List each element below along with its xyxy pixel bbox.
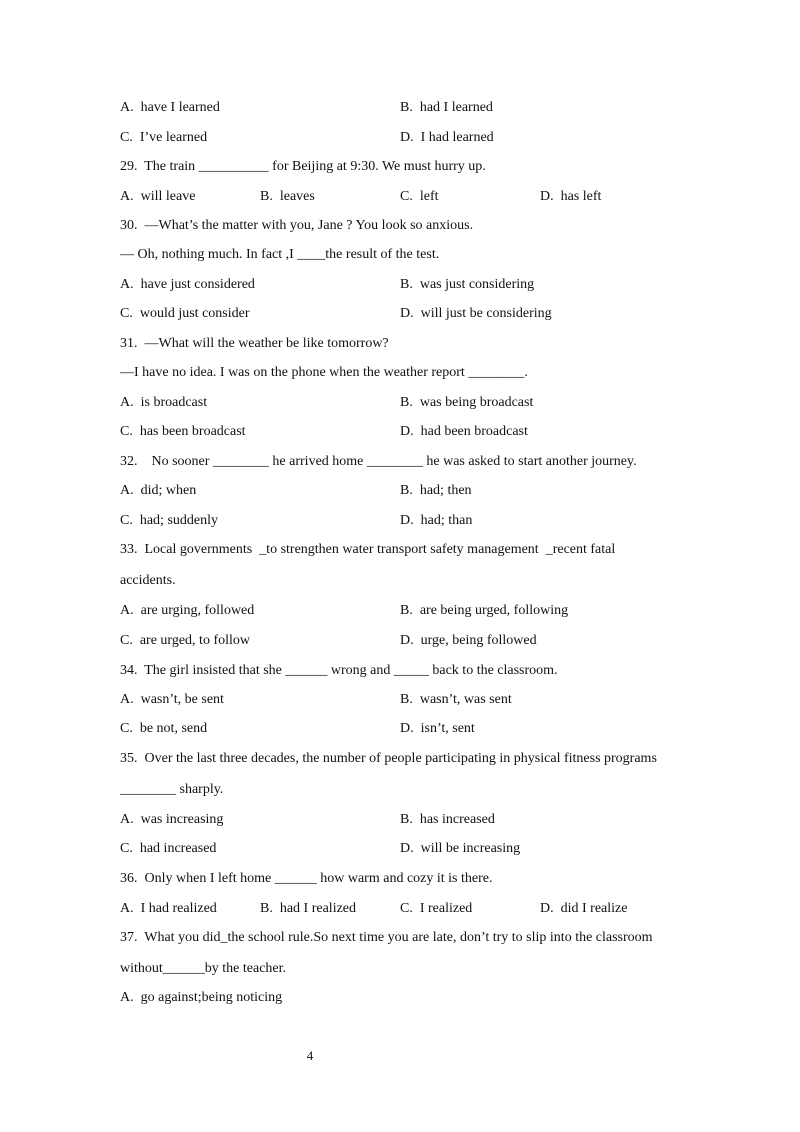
q32-stem: 32. No sooner ________ he arrived home ________ he was asked to start another journey. — [120, 454, 637, 469]
q30-stem-continued: — Oh, nothing much. In fact ,I ____the result of the test. — [120, 247, 440, 262]
q28-option-a: A. have I learned — [120, 100, 220, 115]
q30-option-d: D. will just be considering — [400, 306, 552, 321]
q30-stem: 30. —What’s the matter with you, Jane ? You look so anxious. — [120, 218, 474, 233]
q31-option-d: D. had been broadcast — [400, 424, 528, 439]
q34-option-a: A. wasn’t, be sent — [120, 692, 224, 707]
page-number: 4 — [306, 1048, 314, 1063]
q37-option-a: A. go against;being noticing — [120, 990, 283, 1005]
q33-option-b: B. are being urged, following — [400, 603, 569, 618]
q31-stem: 31. —What will the weather be like tomorrow? — [120, 336, 389, 351]
q37-stem-continued: without______by the teacher. — [120, 961, 287, 976]
q33-option-d: D. urge, being followed — [400, 633, 537, 648]
q32-option-a: A. did; when — [120, 483, 197, 498]
q34-option-c: C. be not, send — [120, 721, 208, 736]
q35-stem-continued: ________ sharply. — [120, 782, 224, 797]
q33-option-a: A. are urging, followed — [120, 603, 255, 618]
q32-option-c: C. had; suddenly — [120, 513, 218, 528]
q33-stem-continued: accidents. — [120, 573, 176, 588]
q30-option-c: C. would just consider — [120, 306, 250, 321]
q28-option-b: B. had I learned — [400, 100, 493, 115]
q30-option-a: A. have just considered — [120, 277, 255, 292]
q33-option-c: C. are urged, to follow — [120, 633, 250, 648]
q28-option-d: D. I had learned — [400, 130, 494, 145]
q35-option-d: D. will be increasing — [400, 841, 521, 856]
q29-option-c: C. left — [400, 189, 439, 204]
q36-option-c: C. I realized — [400, 901, 473, 916]
q36-stem: 36. Only when I left home ______ how warm and cozy it is there. — [120, 871, 493, 886]
q32-option-d: D. had; than — [400, 513, 473, 528]
q31-option-b: B. was being broadcast — [400, 395, 534, 410]
q33-stem: 33. Local governments _to strengthen water transport safety management _recent fatal — [120, 542, 616, 557]
q35-option-b: B. has increased — [400, 812, 495, 827]
q28-option-c: C. I’ve learned — [120, 130, 208, 145]
q30-option-b: B. was just considering — [400, 277, 535, 292]
q36-option-b: B. had I realized — [260, 901, 357, 916]
q29-option-a: A. will leave — [120, 189, 196, 204]
q36-option-d: D. did I realize — [540, 901, 628, 916]
q29-option-d: D. has left — [540, 189, 602, 204]
q35-stem: 35. Over the last three decades, the number of people participating in physical fitness programs — [120, 751, 657, 766]
q34-option-d: D. isn’t, sent — [400, 721, 475, 736]
q35-option-a: A. was increasing — [120, 812, 224, 827]
q36-option-a: A. I had realized — [120, 901, 217, 916]
q31-stem-continued: —I have no idea. I was on the phone when the weather report ________. — [120, 365, 528, 380]
q29-stem: 29. The train __________ for Beijing at 9:30. We must hurry up. — [120, 159, 486, 174]
q31-option-c: C. has been broadcast — [120, 424, 246, 439]
q31-option-a: A. is broadcast — [120, 395, 208, 410]
q32-option-b: B. had; then — [400, 483, 472, 498]
q29-option-b: B. leaves — [260, 189, 315, 204]
q34-stem: 34. The girl insisted that she ______ wrong and _____ back to the classroom. — [120, 663, 558, 678]
q37-stem: 37. What you did_the school rule.So next time you are late, don’t try to slip into the classroom — [120, 930, 653, 945]
q35-option-c: C. had increased — [120, 841, 217, 856]
q34-option-b: B. wasn’t, was sent — [400, 692, 512, 707]
